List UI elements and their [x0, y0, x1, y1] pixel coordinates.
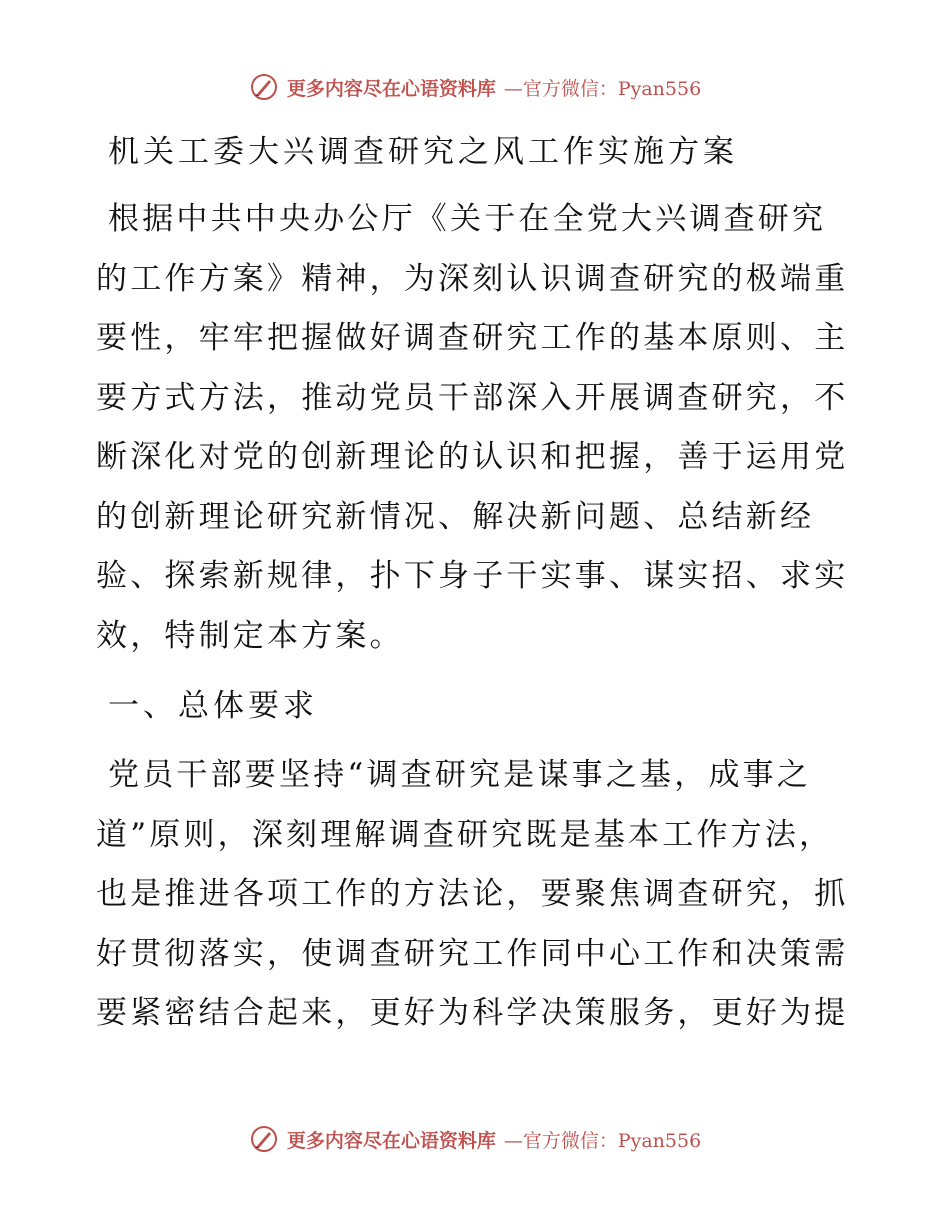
quill-circle-icon [249, 72, 279, 102]
paragraph-line: 的工作方案》精神，为深刻认识调查研究的极端重 [96, 260, 849, 297]
paragraph-line: 好贯彻落实，使调查研究工作同中心工作和决策需 [96, 935, 849, 972]
paragraph-general-requirements [96, 746, 851, 1044]
watermark-contact-text: —官方微信：Pyan556 [503, 77, 702, 100]
watermark-header [0, 72, 950, 102]
paragraph-line: 的创新理论研究新情况、解决新问题、总结新经 [96, 498, 815, 535]
paragraph-line: 要性，牢牢把握做好调查研究工作的基本原则、主 [96, 320, 849, 356]
paragraph-line: 道”原则，深刻理解调查研究既是基本工作方法， [96, 816, 834, 853]
watermark-contact-text: —官方微信：Pyan556 [503, 1129, 702, 1152]
paragraph-line: 效，特制定本方案。 [96, 617, 404, 654]
watermark-bold-text: 更多内容尽在心语资料库 [286, 77, 496, 100]
paragraph-intro [96, 190, 851, 666]
paragraph-line: 也是推进各项工作的方法论，要聚焦调查研究，抓 [96, 876, 849, 912]
section-heading-general-requirements: 一、总体要求 [108, 688, 318, 724]
paragraph-line: 断深化对党的创新理论的认识和把握，善于运用党 [96, 439, 849, 475]
watermark-bold-text: 更多内容尽在心语资料库 [286, 1129, 496, 1152]
paragraph-line: 要方式方法，推动党员干部深入开展调查研究，不 [96, 379, 849, 416]
paragraph-line: 根据中共中央办公厅《关于在全党大兴调查研究 [108, 201, 827, 237]
paragraph-line: 要紧密结合起来，更好为科学决策服务，更好为提 [96, 995, 849, 1031]
document-title: 机关工委大兴调查研究之风工作实施方案 [108, 134, 738, 170]
paragraph-line: 验、探索新规律，扑下身子干实事、谋实招、求实 [96, 558, 849, 594]
quill-circle-icon [249, 1124, 279, 1154]
paragraph-line: 党员干部要坚持“调查研究是谋事之基，成事之 [108, 757, 812, 793]
watermark-footer [0, 1124, 950, 1154]
